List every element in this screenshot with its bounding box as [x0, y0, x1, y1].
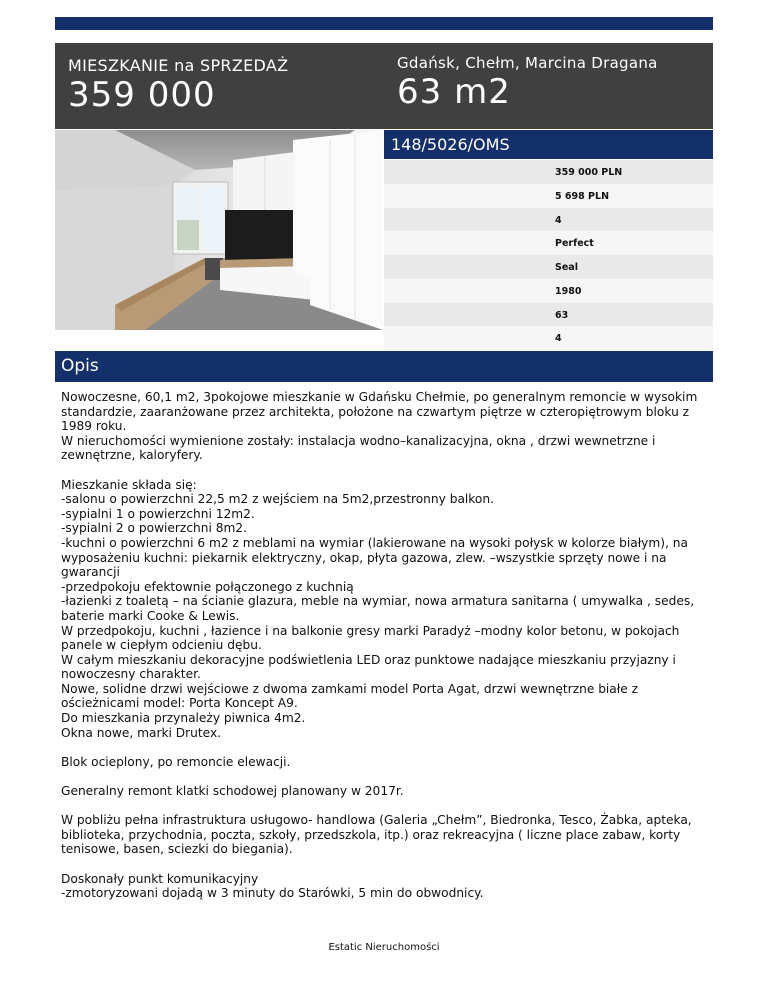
- details-table: [384, 160, 713, 350]
- detail-row: [384, 231, 713, 255]
- detail-row: [384, 160, 713, 184]
- listing-location: Gdańsk, Chełm, Marcina Dragana: [397, 54, 658, 72]
- listing-price: 359 000: [68, 75, 216, 115]
- reference-bar: [384, 130, 713, 159]
- detail-value: 1980: [555, 285, 582, 297]
- detail-value: 359 000 PLN: [555, 167, 623, 178]
- section-title: Opis: [61, 356, 99, 376]
- detail-value: Perfect: [555, 238, 594, 250]
- detail-value: 5 698 PLN: [555, 190, 610, 202]
- detail-row: [384, 208, 713, 232]
- detail-value: 63: [555, 309, 569, 321]
- listing-area: 63 m2: [397, 72, 511, 112]
- detail-row: [384, 303, 713, 327]
- detail-value: 4: [555, 333, 562, 345]
- reference-number: 148/5026/OMS: [391, 135, 510, 154]
- detail-value: Seal: [555, 262, 578, 273]
- kitchen-photo: [55, 130, 383, 330]
- detail-row: [384, 279, 713, 303]
- footer-agency: Estatic Nieruchomości: [328, 942, 440, 953]
- detail-row: [384, 184, 713, 208]
- top-accent-bar: [55, 17, 713, 30]
- description-text: Nowoczesne, 60,1 m2, 3pokojowe mieszkanie w Gdańsku Chełmie, po generalnym remoncie w wysokim standardzie, zaaranżowane przez architekta, położone na czwartym piętrze w czteropiętrowym bloku z 1989 roku. W nieruchomości wymienione zostały: instalacja wodno–kanalizacyjna, okna , drzwi wewnetrzne i zewnętrzne, kaloryfery. Mieszkanie składa się: -salonu o powierzchni 22,5 m2 z wejściem na 5m2,przestronny balkon. -sypialni 1 o powierzchni 12m2. -sypialni 2 o powierzchni 8m2. -kuchni o powierzchni 6 m2 z meblami na wymiar (lakierowane na wysoki połysk w kolorze białym), na wyposażeniu kuchni: piekarnik elektryczny, okap, płyta gazowa, zlew. –wszystkie sprzęty nowe i na gwarancji -przedpokoju efektownie połączonego z kuchnią -łazienki z toaletą – na ścianie glazura, meble na wymiar, nowa armatura sanitarna ( umywalka , sedes, baterie marki Cooke & Lewis. W przedpokoju, kuchni , łazience i na balkonie gresy marki Paradyż –modny kolor betonu, w pokojach panele w ciepłym odcieniu dębu. W całym mieszkaniu dekoracyjne podświetlenia LED oraz punktowe nadające mieszkaniu przyjazny i nowoczesny charakter. Nowe, solidne drzwi wejściowe z dwoma zamkami model Porta Agat, drzwi wewnętrzne białe z ościeżnicami model: Porta Koncept A9. Do mieszkania przynależy piwnica 4m2. Okna nowe, marki Drutex. Blok ocieplony, po remoncie elewacji. Generalny remont klatki schodowej planowany w 2017r. W pobliżu pełna infrastruktura usługowo- handlowa (Galeria „Chełm”, Biedronka, Tesco, Żabka, apteka, biblioteka, przychodnia, poczta, szkoły, przedszkola, itp.) oraz rekreacyjna ( liczne place zabaw, korty tenisowe, basen, sciezki do biegania). Doskonały punkt komunikacyjny -zmotoryzowani dojadą w 3 minuty do Starówki, 5 min do obwodnicy.: [61, 390, 698, 901]
- listing-type: MIESZKANIE na SPRZEDAŻ: [68, 56, 289, 75]
- listing-header: [55, 43, 713, 129]
- detail-value: 4: [555, 214, 562, 226]
- description-section-header: [55, 351, 713, 382]
- detail-row: [384, 326, 713, 350]
- detail-row: [384, 255, 713, 279]
